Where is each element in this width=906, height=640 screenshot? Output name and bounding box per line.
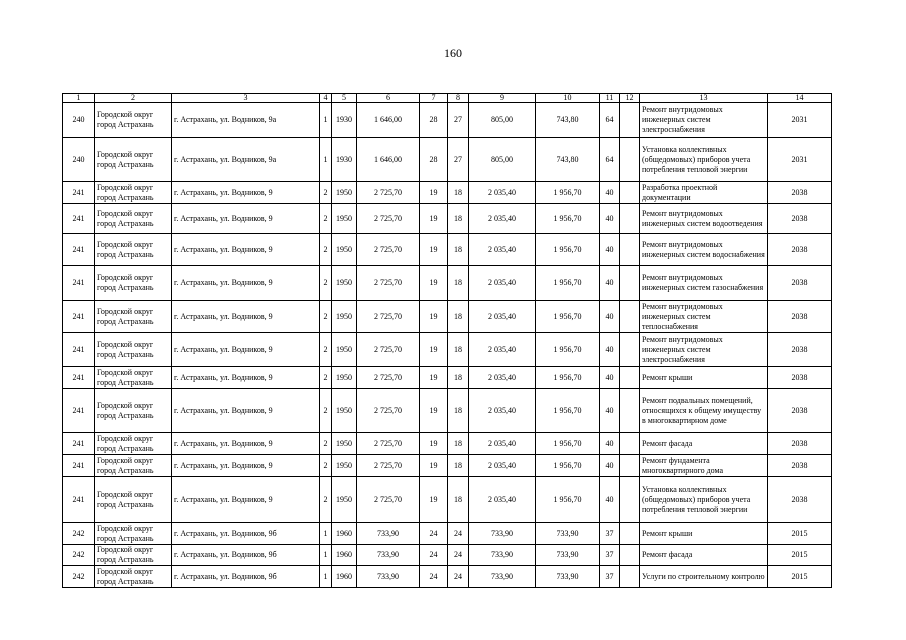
planned-year-cell: 2038 <box>768 389 832 433</box>
table-row <box>63 389 832 433</box>
col7-cell: 28 <box>420 138 448 182</box>
work-type-cell: Ремонт внутридомовых инженерных систем электроснабжения <box>640 103 768 138</box>
col4-cell: 2 <box>320 234 332 266</box>
municipality-cell: Городской округ город Астрахань <box>95 566 172 588</box>
col8-cell: 27 <box>448 138 469 182</box>
municipality-cell: Городской округ город Астрахань <box>95 301 172 333</box>
municipality-cell: Городской округ город Астрахань <box>95 455 172 477</box>
col4-cell: 2 <box>320 266 332 301</box>
column-header: 7 <box>420 94 448 103</box>
col11-cell: 40 <box>600 433 620 455</box>
year-built-cell: 1960 <box>332 523 357 545</box>
total-area-cell: 2 725,70 <box>357 455 420 477</box>
col8-cell: 27 <box>448 103 469 138</box>
municipality-cell: Городской округ город Астрахань <box>95 234 172 266</box>
table-row <box>63 182 832 204</box>
work-type-cell: Ремонт фасада <box>640 545 768 566</box>
address-cell: г. Астрахань, ул. Водников, 9б <box>172 523 320 545</box>
table-row <box>63 266 832 301</box>
total-area-cell: 2 725,70 <box>357 433 420 455</box>
col11-cell: 37 <box>600 523 620 545</box>
col11-cell: 64 <box>600 103 620 138</box>
year-built-cell: 1960 <box>332 545 357 566</box>
col4-cell: 2 <box>320 477 332 523</box>
municipality-cell: Городской округ город Астрахань <box>95 333 172 367</box>
column-header: 6 <box>357 94 420 103</box>
column-header: 10 <box>536 94 600 103</box>
municipality-cell: Городской округ город Астрахань <box>95 367 172 389</box>
table-row <box>63 523 832 545</box>
table-row <box>63 455 832 477</box>
col9-area-cell: 2 035,40 <box>469 301 536 333</box>
address-cell: г. Астрахань, ул. Водников, 9 <box>172 433 320 455</box>
year-built-cell: 1950 <box>332 234 357 266</box>
total-area-cell: 2 725,70 <box>357 301 420 333</box>
col10-area-cell: 1 956,70 <box>536 477 600 523</box>
municipality-cell: Городской округ город Астрахань <box>95 204 172 234</box>
col4-cell: 1 <box>320 523 332 545</box>
year-built-cell: 1950 <box>332 301 357 333</box>
column-header: 4 <box>320 94 332 103</box>
col7-cell: 19 <box>420 367 448 389</box>
col11-cell: 40 <box>600 234 620 266</box>
table-row <box>63 477 832 523</box>
municipality-cell: Городской округ город Астрахань <box>95 182 172 204</box>
col10-area-cell: 733,90 <box>536 545 600 566</box>
address-cell: г. Астрахань, ул. Водников, 9 <box>172 266 320 301</box>
col4-cell: 1 <box>320 566 332 588</box>
address-cell: г. Астрахань, ул. Водников, 9 <box>172 367 320 389</box>
col8-cell: 18 <box>448 234 469 266</box>
row-number: 241 <box>63 266 95 301</box>
col11-cell: 37 <box>600 566 620 588</box>
column-header: 11 <box>600 94 620 103</box>
col10-area-cell: 733,90 <box>536 566 600 588</box>
row-number: 241 <box>63 301 95 333</box>
municipality-cell: Городской округ город Астрахань <box>95 433 172 455</box>
row-number: 241 <box>63 367 95 389</box>
total-area-cell: 2 725,70 <box>357 389 420 433</box>
column-header: 13 <box>640 94 768 103</box>
planned-year-cell: 2038 <box>768 433 832 455</box>
col9-area-cell: 805,00 <box>469 138 536 182</box>
total-area-cell: 2 725,70 <box>357 333 420 367</box>
planned-year-cell: 2038 <box>768 182 832 204</box>
table-row <box>63 103 832 138</box>
col8-cell: 18 <box>448 477 469 523</box>
address-cell: г. Астрахань, ул. Водников, 9 <box>172 301 320 333</box>
col10-area-cell: 1 956,70 <box>536 204 600 234</box>
col9-area-cell: 805,00 <box>469 103 536 138</box>
work-type-cell: Ремонт фундамента многоквартирного дома <box>640 455 768 477</box>
work-type-cell: Разработка проектной документации <box>640 182 768 204</box>
total-area-cell: 733,90 <box>357 545 420 566</box>
municipality-cell: Городской округ город Астрахань <box>95 389 172 433</box>
col9-area-cell: 733,90 <box>469 566 536 588</box>
col9-area-cell: 2 035,40 <box>469 389 536 433</box>
col11-cell: 64 <box>600 138 620 182</box>
year-built-cell: 1950 <box>332 477 357 523</box>
col4-cell: 2 <box>320 204 332 234</box>
col12-cell <box>620 389 640 433</box>
col9-area-cell: 2 035,40 <box>469 455 536 477</box>
col4-cell: 2 <box>320 455 332 477</box>
col11-cell: 40 <box>600 455 620 477</box>
col12-cell <box>620 545 640 566</box>
work-type-cell: Ремонт внутридомовых инженерных систем водоотведения <box>640 204 768 234</box>
col12-cell <box>620 266 640 301</box>
col7-cell: 24 <box>420 566 448 588</box>
col12-cell <box>620 138 640 182</box>
planned-year-cell: 2038 <box>768 234 832 266</box>
col7-cell: 24 <box>420 545 448 566</box>
col10-area-cell: 1 956,70 <box>536 455 600 477</box>
col8-cell: 18 <box>448 333 469 367</box>
row-number: 241 <box>63 433 95 455</box>
table-row <box>63 301 832 333</box>
page-number: 160 <box>444 46 462 60</box>
col7-cell: 19 <box>420 204 448 234</box>
col4-cell: 2 <box>320 433 332 455</box>
col7-cell: 19 <box>420 477 448 523</box>
col4-cell: 1 <box>320 545 332 566</box>
col8-cell: 18 <box>448 433 469 455</box>
total-area-cell: 733,90 <box>357 523 420 545</box>
col12-cell <box>620 367 640 389</box>
table-body <box>63 103 832 588</box>
col12-cell <box>620 523 640 545</box>
total-area-cell: 2 725,70 <box>357 266 420 301</box>
row-number: 242 <box>63 566 95 588</box>
address-cell: г. Астрахань, ул. Водников, 9 <box>172 204 320 234</box>
col10-area-cell: 1 956,70 <box>536 367 600 389</box>
work-type-cell: Установка коллективных (общедомовых) приборов учета потребления тепловой энергии <box>640 138 768 182</box>
row-number: 241 <box>63 234 95 266</box>
col4-cell: 2 <box>320 367 332 389</box>
col8-cell: 18 <box>448 455 469 477</box>
col9-area-cell: 2 035,40 <box>469 477 536 523</box>
col7-cell: 19 <box>420 266 448 301</box>
work-type-cell: Ремонт крыши <box>640 523 768 545</box>
table-row <box>63 234 832 266</box>
municipality-cell: Городской округ город Астрахань <box>95 477 172 523</box>
column-header: 2 <box>95 94 172 103</box>
col7-cell: 19 <box>420 389 448 433</box>
planned-year-cell: 2015 <box>768 545 832 566</box>
col8-cell: 24 <box>448 523 469 545</box>
work-type-cell: Ремонт внутридомовых инженерных систем газоснабжения <box>640 266 768 301</box>
capital-repair-table <box>62 93 832 588</box>
municipality-cell: Городской округ город Астрахань <box>95 138 172 182</box>
col11-cell: 40 <box>600 367 620 389</box>
total-area-cell: 2 725,70 <box>357 204 420 234</box>
col9-area-cell: 733,90 <box>469 545 536 566</box>
column-header: 8 <box>448 94 469 103</box>
col11-cell: 40 <box>600 389 620 433</box>
col11-cell: 40 <box>600 477 620 523</box>
column-number-row <box>63 94 832 103</box>
total-area-cell: 2 725,70 <box>357 182 420 204</box>
work-type-cell: Ремонт внутридомовых инженерных систем электроснабжения <box>640 333 768 367</box>
table-row <box>63 433 832 455</box>
address-cell: г. Астрахань, ул. Водников, 9б <box>172 566 320 588</box>
year-built-cell: 1950 <box>332 182 357 204</box>
planned-year-cell: 2038 <box>768 367 832 389</box>
col7-cell: 24 <box>420 523 448 545</box>
col10-area-cell: 743,80 <box>536 103 600 138</box>
table-row <box>63 333 832 367</box>
year-built-cell: 1950 <box>332 333 357 367</box>
total-area-cell: 2 725,70 <box>357 477 420 523</box>
col12-cell <box>620 566 640 588</box>
year-built-cell: 1930 <box>332 103 357 138</box>
col11-cell: 40 <box>600 204 620 234</box>
col9-area-cell: 733,90 <box>469 523 536 545</box>
column-header: 3 <box>172 94 320 103</box>
col9-area-cell: 2 035,40 <box>469 333 536 367</box>
col8-cell: 18 <box>448 367 469 389</box>
col10-area-cell: 1 956,70 <box>536 301 600 333</box>
row-number: 241 <box>63 389 95 433</box>
table-row <box>63 566 832 588</box>
col8-cell: 18 <box>448 389 469 433</box>
column-header: 5 <box>332 94 357 103</box>
column-header: 1 <box>63 94 95 103</box>
year-built-cell: 1950 <box>332 367 357 389</box>
row-number: 241 <box>63 204 95 234</box>
municipality-cell: Городской округ город Астрахань <box>95 545 172 566</box>
col10-area-cell: 1 956,70 <box>536 182 600 204</box>
col12-cell <box>620 301 640 333</box>
col12-cell <box>620 433 640 455</box>
col10-area-cell: 1 956,70 <box>536 389 600 433</box>
col7-cell: 19 <box>420 182 448 204</box>
year-built-cell: 1950 <box>332 433 357 455</box>
column-header: 14 <box>768 94 832 103</box>
col9-area-cell: 2 035,40 <box>469 367 536 389</box>
planned-year-cell: 2038 <box>768 477 832 523</box>
year-built-cell: 1930 <box>332 138 357 182</box>
planned-year-cell: 2038 <box>768 333 832 367</box>
planned-year-cell: 2031 <box>768 138 832 182</box>
address-cell: г. Астрахань, ул. Водников, 9б <box>172 545 320 566</box>
col11-cell: 37 <box>600 545 620 566</box>
col7-cell: 19 <box>420 455 448 477</box>
col12-cell <box>620 103 640 138</box>
col9-area-cell: 2 035,40 <box>469 266 536 301</box>
col8-cell: 18 <box>448 266 469 301</box>
col11-cell: 40 <box>600 182 620 204</box>
col12-cell <box>620 204 640 234</box>
work-type-cell: Ремонт внутридомовых инженерных систем теплоснабжения <box>640 301 768 333</box>
total-area-cell: 2 725,70 <box>357 234 420 266</box>
col7-cell: 19 <box>420 333 448 367</box>
row-number: 240 <box>63 103 95 138</box>
col9-area-cell: 2 035,40 <box>469 182 536 204</box>
total-area-cell: 733,90 <box>357 566 420 588</box>
col8-cell: 18 <box>448 301 469 333</box>
col4-cell: 2 <box>320 301 332 333</box>
column-header: 9 <box>469 94 536 103</box>
planned-year-cell: 2015 <box>768 566 832 588</box>
col8-cell: 18 <box>448 182 469 204</box>
address-cell: г. Астрахань, ул. Водников, 9 <box>172 333 320 367</box>
col4-cell: 2 <box>320 333 332 367</box>
row-number: 241 <box>63 182 95 204</box>
col9-area-cell: 2 035,40 <box>469 433 536 455</box>
row-number: 240 <box>63 138 95 182</box>
year-built-cell: 1950 <box>332 389 357 433</box>
col11-cell: 40 <box>600 333 620 367</box>
planned-year-cell: 2031 <box>768 103 832 138</box>
table-row <box>63 545 832 566</box>
col9-area-cell: 2 035,40 <box>469 204 536 234</box>
address-cell: г. Астрахань, ул. Водников, 9 <box>172 477 320 523</box>
col10-area-cell: 1 956,70 <box>536 266 600 301</box>
col7-cell: 19 <box>420 234 448 266</box>
total-area-cell: 1 646,00 <box>357 138 420 182</box>
col9-area-cell: 2 035,40 <box>469 234 536 266</box>
work-type-cell: Ремонт фасада <box>640 433 768 455</box>
address-cell: г. Астрахань, ул. Водников, 9 <box>172 234 320 266</box>
planned-year-cell: 2015 <box>768 523 832 545</box>
col12-cell <box>620 455 640 477</box>
planned-year-cell: 2038 <box>768 455 832 477</box>
planned-year-cell: 2038 <box>768 204 832 234</box>
total-area-cell: 1 646,00 <box>357 103 420 138</box>
col7-cell: 19 <box>420 301 448 333</box>
work-type-cell: Установка коллективных (общедомовых) приборов учета потребления тепловой энергии <box>640 477 768 523</box>
address-cell: г. Астрахань, ул. Водников, 9 <box>172 455 320 477</box>
year-built-cell: 1950 <box>332 204 357 234</box>
col4-cell: 1 <box>320 138 332 182</box>
year-built-cell: 1950 <box>332 455 357 477</box>
address-cell: г. Астрахань, ул. Водников, 9 <box>172 182 320 204</box>
municipality-cell: Городской округ город Астрахань <box>95 523 172 545</box>
col8-cell: 24 <box>448 545 469 566</box>
work-type-cell: Ремонт подвальных помещений, относящихся к общему имуществу в многоквартирном доме <box>640 389 768 433</box>
col12-cell <box>620 477 640 523</box>
col7-cell: 19 <box>420 433 448 455</box>
work-type-cell: Ремонт внутридомовых инженерных систем водоснабжения <box>640 234 768 266</box>
planned-year-cell: 2038 <box>768 266 832 301</box>
col10-area-cell: 1 956,70 <box>536 333 600 367</box>
col12-cell <box>620 234 640 266</box>
col8-cell: 18 <box>448 204 469 234</box>
municipality-cell: Городской округ город Астрахань <box>95 103 172 138</box>
column-header: 12 <box>620 94 640 103</box>
row-number: 242 <box>63 523 95 545</box>
col11-cell: 40 <box>600 266 620 301</box>
address-cell: г. Астрахань, ул. Водников, 9а <box>172 138 320 182</box>
col10-area-cell: 733,90 <box>536 523 600 545</box>
work-type-cell: Услуги по строительному контролю <box>640 566 768 588</box>
address-cell: г. Астрахань, ул. Водников, 9 <box>172 389 320 433</box>
table-row <box>63 367 832 389</box>
row-number: 242 <box>63 545 95 566</box>
work-type-cell: Ремонт крыши <box>640 367 768 389</box>
total-area-cell: 2 725,70 <box>357 367 420 389</box>
col10-area-cell: 743,80 <box>536 138 600 182</box>
table-row <box>63 138 832 182</box>
year-built-cell: 1960 <box>332 566 357 588</box>
col7-cell: 28 <box>420 103 448 138</box>
col10-area-cell: 1 956,70 <box>536 433 600 455</box>
planned-year-cell: 2038 <box>768 301 832 333</box>
col8-cell: 24 <box>448 566 469 588</box>
col4-cell: 1 <box>320 103 332 138</box>
address-cell: г. Астрахань, ул. Водников, 9а <box>172 103 320 138</box>
municipality-cell: Городской округ город Астрахань <box>95 266 172 301</box>
col12-cell <box>620 333 640 367</box>
row-number: 241 <box>63 477 95 523</box>
col10-area-cell: 1 956,70 <box>536 234 600 266</box>
table-row <box>63 204 832 234</box>
col4-cell: 2 <box>320 182 332 204</box>
row-number: 241 <box>63 333 95 367</box>
row-number: 241 <box>63 455 95 477</box>
col11-cell: 40 <box>600 301 620 333</box>
year-built-cell: 1950 <box>332 266 357 301</box>
col12-cell <box>620 182 640 204</box>
col4-cell: 2 <box>320 389 332 433</box>
